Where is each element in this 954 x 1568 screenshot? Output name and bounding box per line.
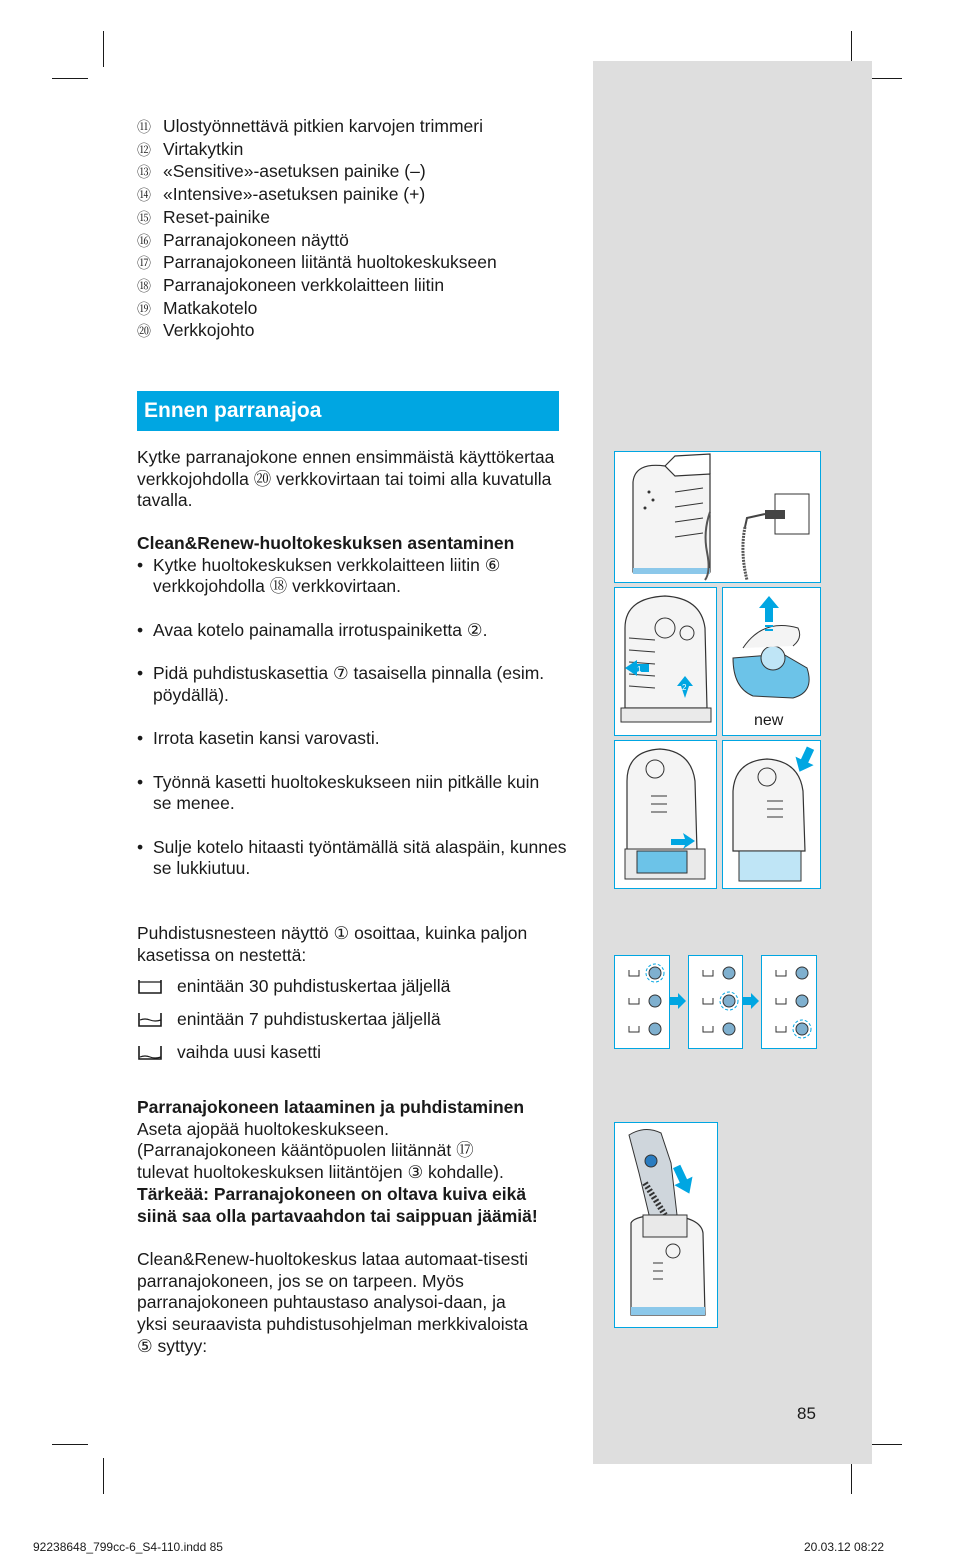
important-note: Tärkeää: Parranajokoneen on oltava kuiva eikä siinä saa olla partavaahdon tai saippuan jäämiä! [137,1183,538,1226]
fluid-empty-icon [137,1043,163,1063]
fluid-intro: Puhdistusnesteen näyttö ① osoittaa, kuinka paljon kasetissa on nestettä: [137,923,528,965]
legend-item [137,161,497,184]
legend-text: Matkakotelo [163,297,258,318]
legend-number: ⑬ [137,164,151,181]
legend-number: ⑪ [137,119,151,135]
fluid-level-text: enintään 7 puhdistuskertaa jäljellä [177,1009,441,1029]
fluid-level-row [137,1009,441,1030]
legend-item [137,275,497,298]
install-step-text: Työnnä kasetti huoltokeskukseen niin pitkälle kuin se menee. [153,771,540,814]
legend-number: ⑭ [137,187,151,204]
new-label: new [754,712,784,729]
close-housing-illustration [723,741,820,888]
legend-item [137,252,497,275]
install-step: • Työnnä kasetti huoltokeskukseen niin pitkälle kuin se menee. [137,772,557,815]
legend-number: ⑱ [137,277,151,294]
legend-item [137,184,497,207]
arrow-right-icon [743,993,759,1009]
legend-number: ⑮ [137,209,151,226]
page-number: 85 [797,1404,816,1423]
legend-item [137,230,497,253]
figure-open-housing [614,587,717,736]
indicator-lights-illustration [762,956,816,1048]
charging-line: Aseta ajopää huoltokeskukseen. [137,1118,389,1139]
legend-text: Parranajokoneen verkkolaitteen liitin [163,274,445,295]
indicator-lights-illustration [615,956,669,1048]
charging-line: tulevat huoltokeskuksen liitäntöjen ③ kohdalle). [137,1162,504,1183]
charging-heading: Parranajokoneen lataaminen ja puhdistaminen [137,1097,525,1117]
install-step-text: Kytke huoltokeskuksen verkkolaitteen liitin ⑥ verkkojohdolla ⑱ verkkovirtaan. [153,554,501,597]
install-step-text: Sulje kotelo hitaasti työntämällä sitä alaspäin, kunnes se lukkiutuu. [153,836,567,879]
legend-item [137,116,497,139]
legend-number: ⑲ [137,300,151,317]
install-step: • Avaa kotelo painamalla irrotuspainiketta ②. [137,619,488,640]
figure-insert-cartridge [614,740,717,889]
open-housing-illustration [615,588,716,735]
arrow-right-icon [670,993,686,1009]
svg-text:1: 1 [637,665,642,674]
charging-paragraph: Clean&Renew-huoltokeskus lataa automaat-tisesti parranajokoneen, jos se on tarpeen. Myös parranajokoneen puhtaustaso analysoi-daan, ja yksi seuraavista puhdistusohjelman merkkivaloista ⑤ syttyy: [137,1248,529,1356]
legend-item [137,207,497,230]
insert-cartridge-illustration [615,741,716,888]
cleaning-station-plug-illustration [615,452,820,582]
figure-shaver-in-station [614,1122,718,1328]
fluid-level-text: vaihda uusi kasetti [177,1042,321,1062]
install-step-text: Avaa kotelo painamalla irrotuspainiketta ②. [153,619,488,640]
legend-text: Verkkojohto [163,320,255,341]
legend-number: ⑰ [137,255,151,272]
figure-power-connection [614,451,821,583]
crop-mark [52,1444,88,1445]
install-step-text: Irrota kasetin kansi varovasti. [153,728,380,749]
legend-number: ⑫ [137,141,151,158]
legend-item [137,320,497,343]
figure-indicator-2 [688,955,743,1049]
svg-text:2: 2 [682,683,687,692]
figure-new-cartridge [722,587,821,736]
legend-item [137,139,497,162]
legend-text: Parranajokoneen liitäntä huoltokeskukseen [163,252,497,273]
section-title: Ennen parranajoa [144,399,322,422]
section-heading-bar [137,391,559,431]
install-step: • Pidä puhdistuskasettia ⑦ tasaisella pinnalla (esim. pöydällä). [137,663,549,706]
indicator-lights-illustration [689,956,742,1048]
legend-item [137,298,497,321]
crop-mark [103,31,104,67]
legend-number: ⑳ [137,323,151,340]
legend-text: Ulostyönnettävä pitkien karvojen trimmeri [163,116,483,136]
install-heading: Clean&Renew-huoltokeskuksen asentaminen [137,533,515,553]
install-step-text: Pidä puhdistuskasettia ⑦ tasaisella pinnalla (esim. pöydällä). [153,663,545,705]
install-step: • Kytke huoltokeskuksen verkkolaitteen liitin ⑥ verkkojohdolla ⑱ verkkovirtaan. [137,555,549,598]
legend-text: Parranajokoneen näyttö [163,229,349,250]
intro-paragraph: Kytke parranajokone ennen ensimmäistä käyttökertaa verkkojohdolla ⑳ verkkovirtaan tai toimi alla kuvatulla tavalla. [137,447,555,511]
fluid-level-row [137,976,450,997]
install-section [137,533,567,880]
shaver-station-illustration [615,1123,717,1327]
crop-mark [52,78,88,79]
charging-line: (Parranajokoneen kääntöpuolen liitännät ⑰ [137,1140,474,1161]
footer-timestamp: 20.03.12 08:22 [804,1540,885,1554]
parts-legend [137,116,497,343]
fluid-full-icon [137,977,163,997]
figure-close-housing [722,740,821,889]
legend-text: Virtakytkin [163,138,244,159]
install-step: • Sulje kotelo hitaasti työntämällä sitä alaspäin, kunnes se lukkiutuu. [137,836,567,879]
footer-file-info: 92238648_799cc-6_S4-110.indd 85 [33,1540,223,1554]
crop-mark [103,1458,104,1494]
figure-indicator-3 [761,955,817,1049]
figure-indicator-1 [614,955,670,1049]
new-cartridge-illustration [723,588,820,708]
legend-text: «Intensive»-asetuksen painike (+) [163,184,426,205]
fluid-half-icon [137,1010,163,1030]
fluid-level-text: enintään 30 puhdistuskertaa jäljellä [177,976,451,996]
fluid-level-row [137,1042,321,1063]
charging-section [137,1097,567,1357]
install-step: • Irrota kasetin kansi varovasti. [137,728,380,749]
legend-text: «Sensitive»-asetuksen painike (–) [163,161,426,182]
legend-text: Reset-painike [163,206,270,227]
legend-number: ⑯ [137,232,151,249]
